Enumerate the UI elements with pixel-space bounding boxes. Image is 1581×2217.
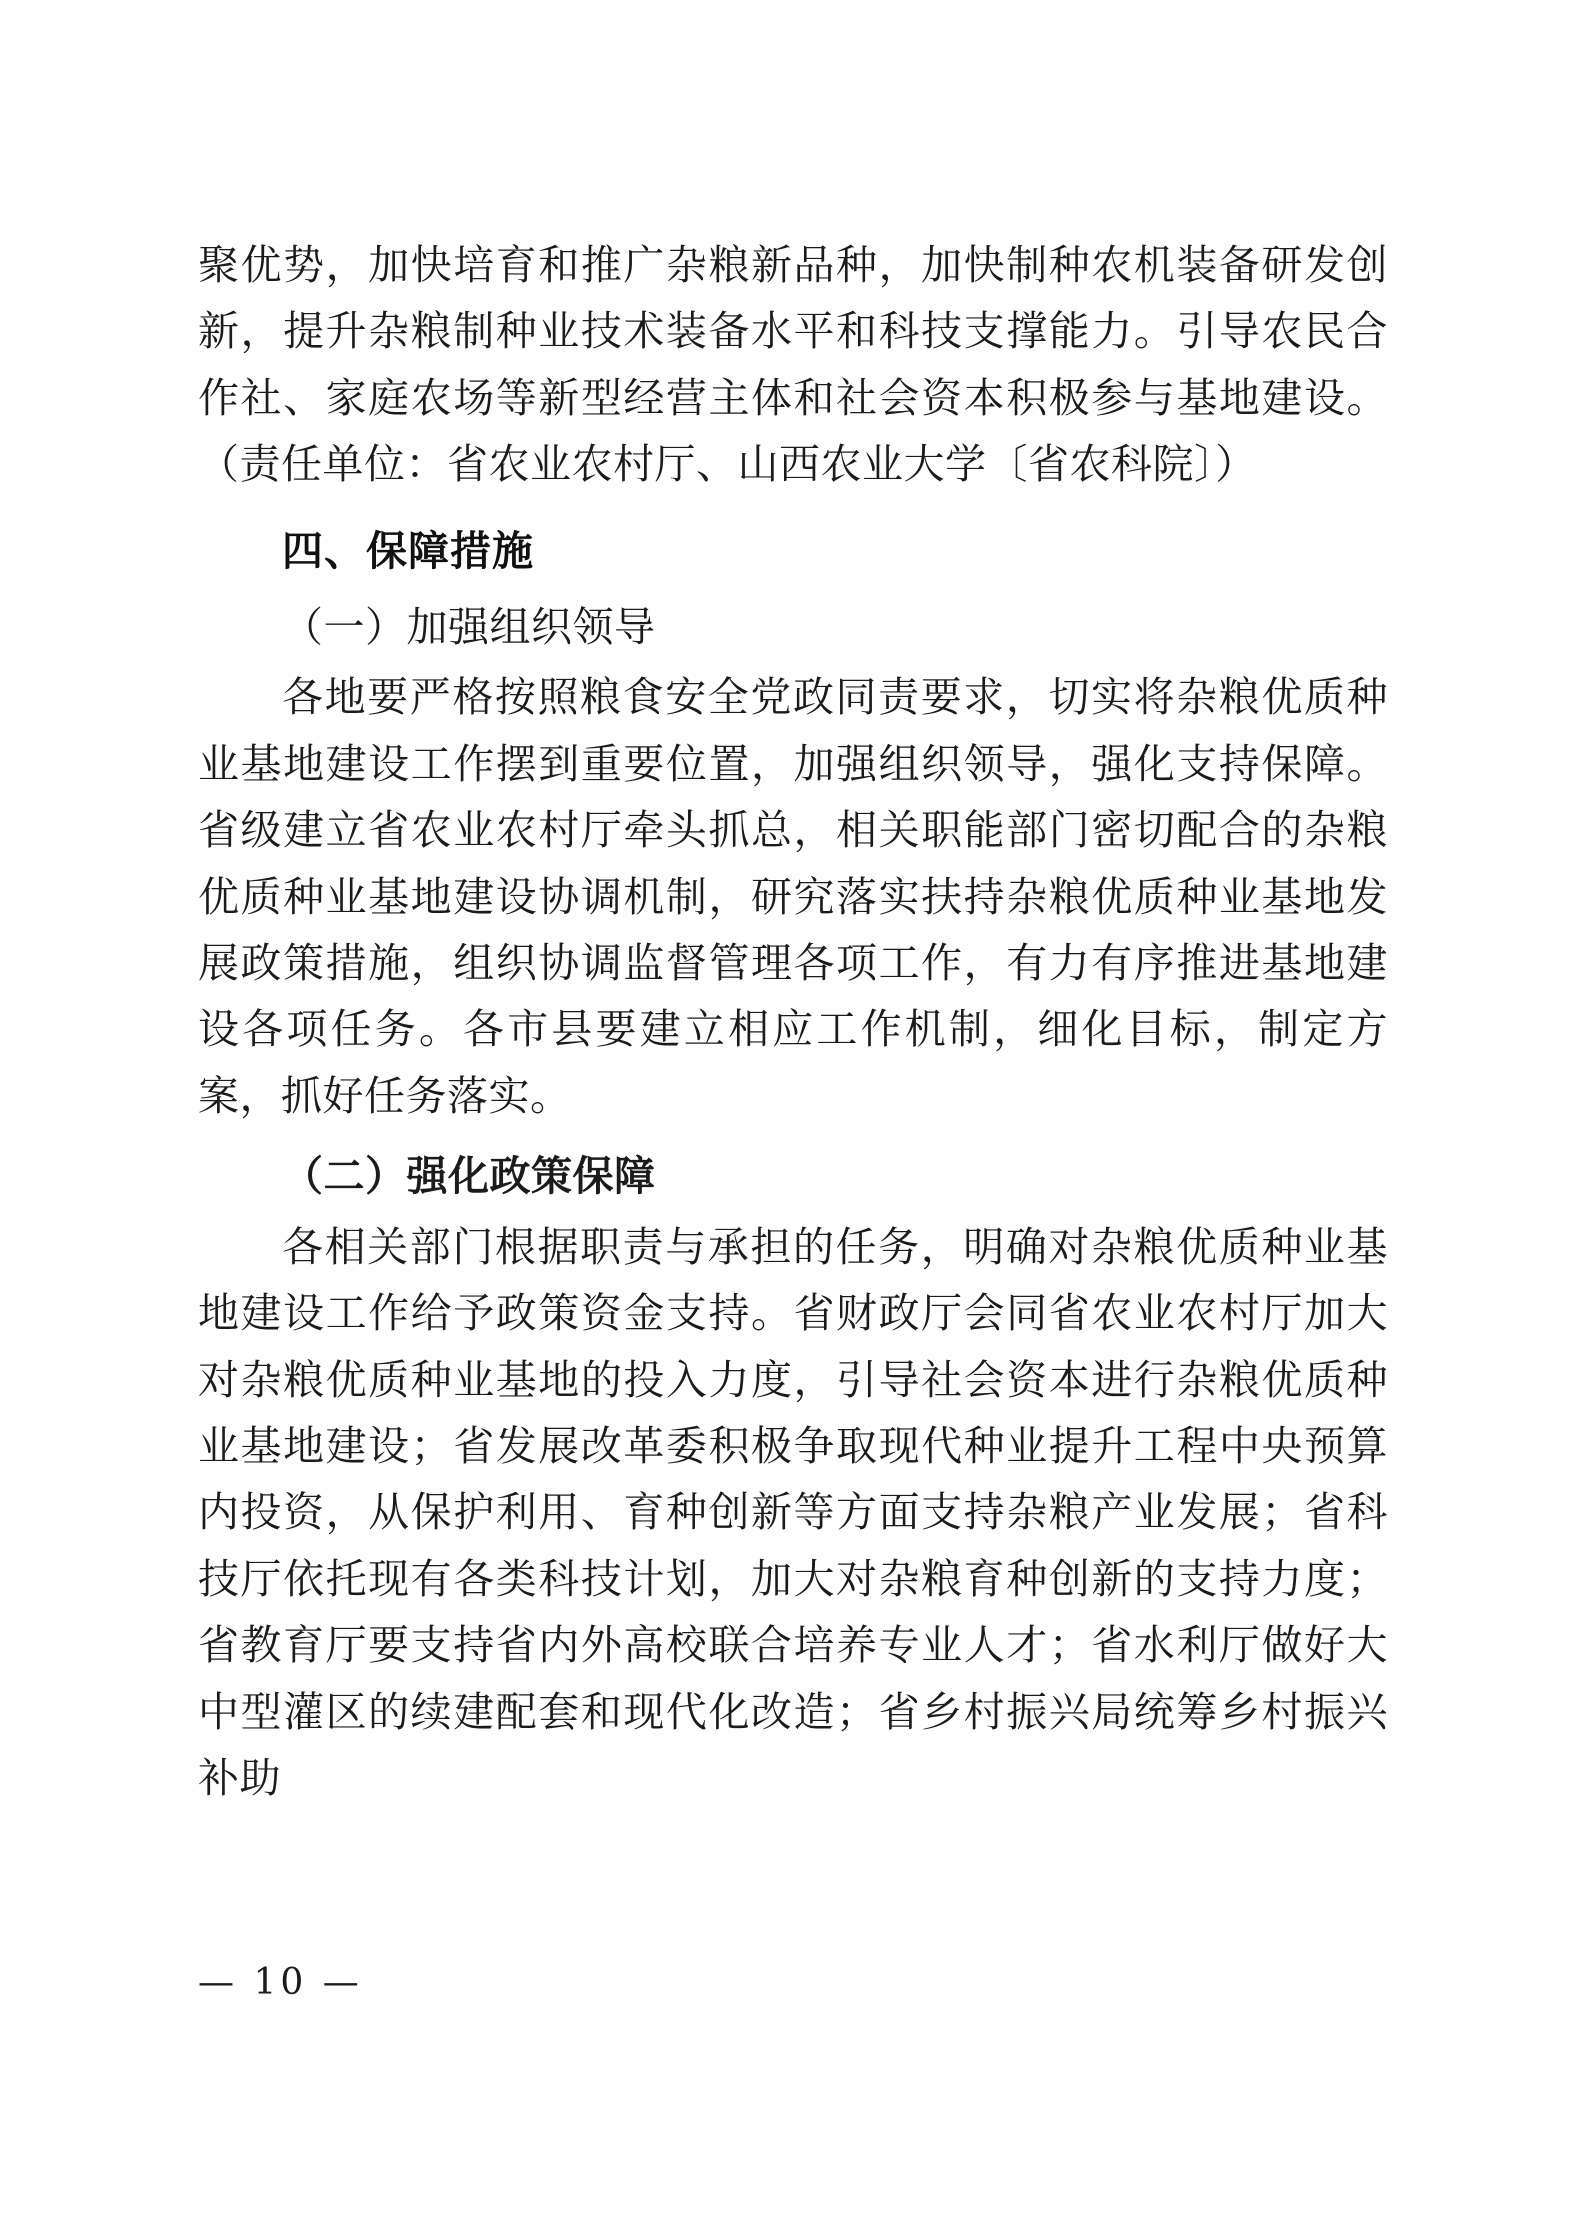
spacer (198, 1129, 1388, 1137)
page-number: — 10 — (198, 1962, 363, 2003)
paragraph-organization-body: 各地要严格按照粮食安全党政同责要求，切实将杂粮优质种业基地建设工作摆到重要位置，加强组织领导，强化支持保障。省级建立省农业农村厅牵头抓总，相关职能部门密切配合的杂粮优质种业基地建设协调机制，研究落实扶持杂粮优质种业基地发展政策措施，组织协调监督管理各项工作，有力有序推进基地建设各项任务。各市县要建立相应工作机制，细化目标，制定方案，抓好任务落实。 (198, 673, 1388, 1120)
subsection-heading-policy: （二）强化政策保障 (282, 1152, 656, 1201)
paragraph-breeding-base: 聚优势，加快培育和推广杂粮新品种，加快制种农机装备研发创新，提升杂粮制种业技术装备水平和科技支撑能力。引导农民合作社、家庭农场等新型经营主体和社会资本积极参与基地建设。（责任单位：省农业农村厅、山西农业大学〔省农科院〕） (198, 241, 1388, 489)
spacer (198, 498, 1388, 506)
paragraph-policy-body: 各相关部门根据职责与承担的任务，明确对杂粮优质种业基地建设工作给予政策资金支持。省财政厅会同省农业农村厅加大对杂粮优质种业基地的投入力度，引导社会资本进行杂粮优质种业基地建设；省发展改革委积极争取现代种业提升工程中央预算内投资，从保护利用、育种创新等方面支持杂粮产业发展；省科技厅依托现有各类科技计划，加大对杂粮育种创新的支持力度；省教育厅要支持省内外高校联合培养专业人才；省水利厅做好大中型灌区的续建配套和现代化改造；省乡村振兴局统筹乡村振兴补助 (198, 1222, 1388, 1802)
subsection-heading-organization: （一）加强组织领导 (282, 603, 656, 652)
section-heading-measures: 四、保障措施 (282, 526, 534, 575)
document-body (198, 232, 1388, 1811)
